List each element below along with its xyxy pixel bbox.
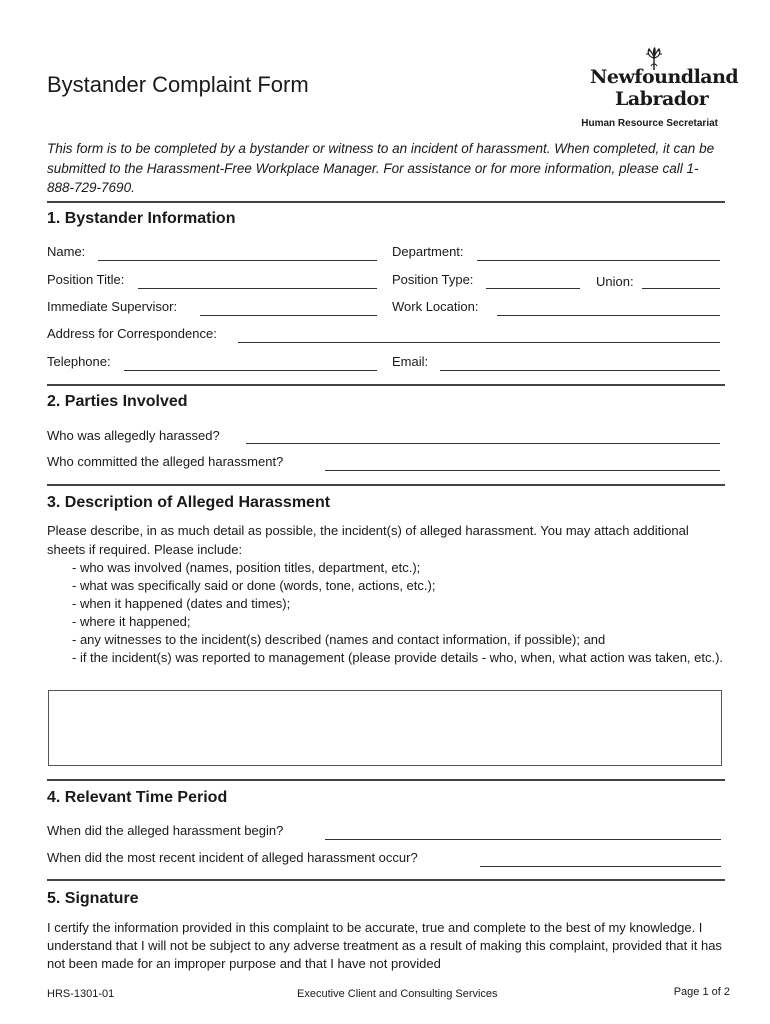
signature-certification: I certify the information provided in this complaint to be accurate, true and complete to the best of my knowledge. I understand that I will not be subject to any adverse treatment as a result of making this complaint, provided that it has not been made for an improper purpose and that I have not provided [47, 920, 722, 971]
email-label: Email: [392, 354, 429, 369]
recent-incident-label: When did the most recent incident of alleged harassment occur? [47, 850, 418, 865]
supervisor-field[interactable] [200, 315, 377, 316]
begin-label: When did the alleged harassment begin? [47, 823, 284, 838]
section-heading-time-period: 4. Relevant Time Period [47, 789, 228, 806]
description-checklist [72, 559, 727, 667]
telephone-label: Telephone: [47, 354, 111, 369]
supervisor-label: Immediate Supervisor: [47, 299, 178, 314]
email-field[interactable] [440, 370, 720, 371]
department-subtitle: Human Resource Secretariat [581, 118, 718, 129]
name-field[interactable] [98, 260, 377, 261]
list-item: - any witnesses to the incident(s) described (names and contact information, if possible); and [72, 632, 606, 647]
work-location-field[interactable] [497, 315, 720, 316]
section-heading-signature: 5. Signature [47, 890, 139, 907]
department-field[interactable] [477, 260, 720, 261]
section-divider [47, 484, 725, 486]
recent-incident-field[interactable] [480, 866, 721, 867]
position-title-field[interactable] [138, 288, 377, 289]
section-heading-parties: 2. Parties Involved [47, 393, 188, 410]
list-item: - if the incident(s) was reported to management (please provide details - who, when, what action was taken, etc.). [72, 650, 724, 665]
position-type-field[interactable] [486, 288, 580, 289]
harassed-label: Who was allegedly harassed? [47, 428, 220, 443]
work-location-label: Work Location: [392, 299, 479, 314]
address-field[interactable] [238, 342, 720, 343]
position-title-label: Position Title: [47, 272, 125, 287]
union-field[interactable] [642, 288, 720, 289]
telephone-field[interactable] [124, 370, 377, 371]
committed-label: Who committed the alleged harassment? [47, 454, 284, 469]
committed-field[interactable] [325, 470, 720, 471]
footer-department: Executive Client and Consulting Services [297, 988, 498, 1000]
form-number: HRS-1301-01 [47, 988, 115, 1000]
harassed-field[interactable] [246, 443, 720, 444]
section-divider [47, 879, 725, 881]
page-title: Bystander Complaint Form [47, 72, 309, 97]
description-textarea[interactable] [48, 690, 722, 766]
position-type-label: Position Type: [392, 272, 474, 287]
section-divider [47, 201, 725, 203]
section-divider [47, 384, 725, 386]
union-label: Union: [596, 274, 634, 289]
department-label: Department: [392, 244, 464, 259]
description-instructions: Please describe, in as much detail as possible, the incident(s) of alleged harassment. You may attach additional sheets if required. Please include: [47, 523, 689, 557]
list-item: - where it happened; [72, 614, 191, 629]
begin-field[interactable] [325, 839, 721, 840]
list-item: - what was specifically said or done (words, tone, actions, etc.); [72, 578, 436, 593]
address-label: Address for Correspondence: [47, 326, 217, 341]
name-label: Name: [47, 244, 86, 259]
logo-text-line2: Labrador [615, 88, 709, 110]
page-number: Page 1 of 2 [673, 986, 730, 998]
section-divider [47, 779, 725, 781]
section-heading-bystander: 1. Bystander Information [47, 210, 236, 227]
list-item: - who was involved (names, position titles, department, etc.); [72, 560, 421, 575]
logo-text-line1: Newfoundland [590, 66, 739, 88]
intro-paragraph: This form is to be completed by a bystander or witness to an incident of harassment. When completed, it can be submitted to the Harassment-Free Workplace Manager. For assistance or for more information, please call 1-888-729-7690. [47, 141, 715, 195]
list-item: - when it happened (dates and times); [72, 596, 291, 611]
section-heading-description: 3. Description of Alleged Harassment [47, 494, 331, 511]
